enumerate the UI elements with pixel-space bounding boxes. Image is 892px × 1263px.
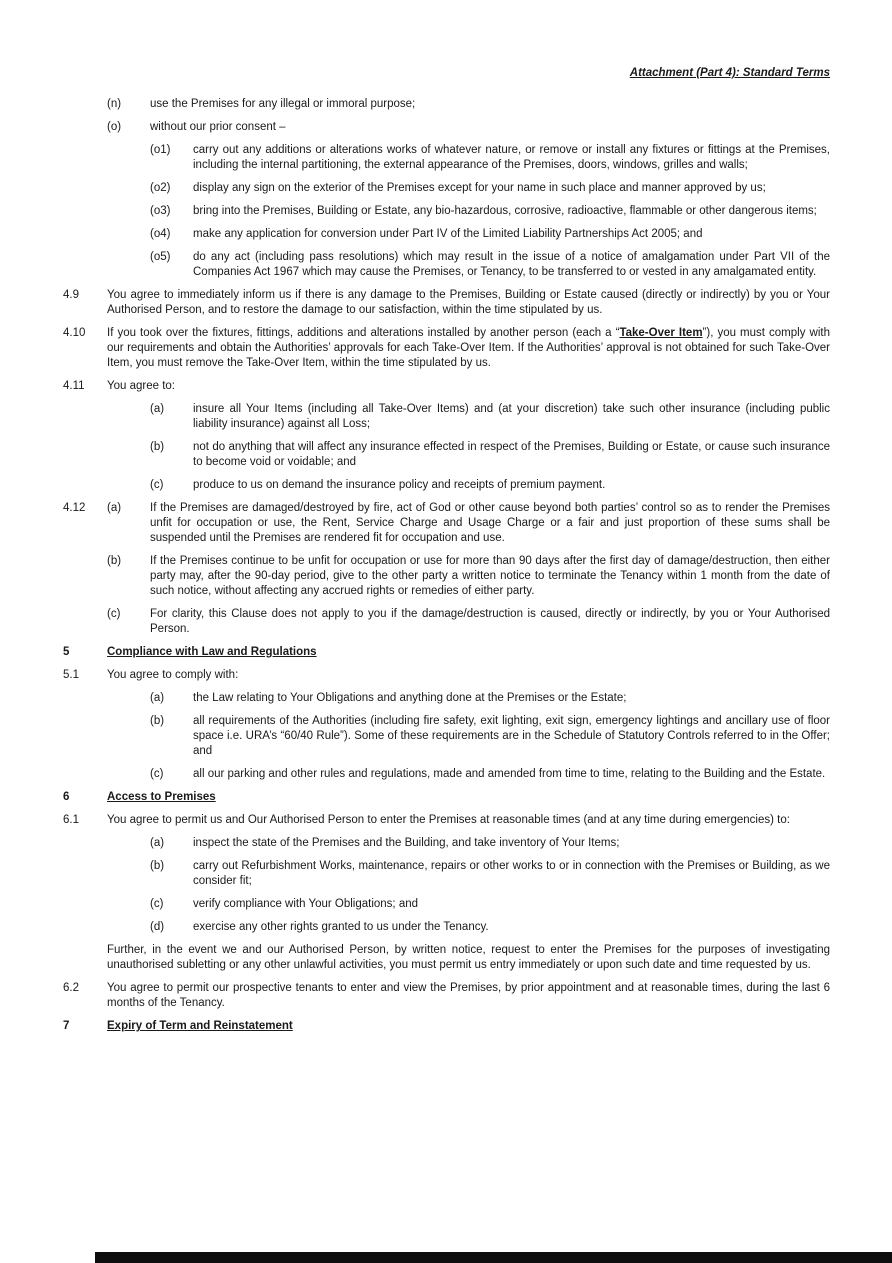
subitem-text: make any application for conversion under Part IV of the Limited Liability Partnerships Act 2005; and	[193, 228, 703, 240]
subitem-label: (b)	[107, 555, 122, 567]
subitem-text: carry out any additions or alterations works of whatever nature, or remove or install any fixtures or fittings at the Premises, including the internal partitioning, the external appearance of the Premises, doors, windows, grilles and walls;	[193, 144, 830, 171]
clause-text-before: If you took over the fixtures, fittings, additions and alterations installed by another person (each a “	[107, 327, 620, 339]
subitem-label: (b)	[150, 715, 165, 727]
subitem-text: produce to us on demand the insurance policy and receipts of premium payment.	[193, 479, 606, 491]
clause-number: 6.2	[63, 982, 79, 994]
section-number: 6	[63, 791, 70, 803]
subitem-text: without our prior consent –	[150, 121, 286, 133]
subitem-label: (a)	[150, 403, 165, 415]
clause-6-2	[63, 981, 830, 1011]
clause-4-12-item-b	[63, 554, 830, 599]
clause-6-1	[63, 813, 830, 828]
clause-4-12-item-a	[63, 501, 830, 546]
subitem-text: all requirements of the Authorities (including fire safety, exit lighting, exit sign, emergency lightings and ancillary use of floor space i.e. URA’s “60/40 Rule”). Some of these requirements are in the Schedule of Statutory Controls referred to in the Offer; and	[193, 715, 830, 757]
subitem-text: the Law relating to Your Obligations and anything done at the Premises or the Estate;	[193, 692, 627, 704]
clause-subitem-o4	[63, 227, 830, 242]
clause-subitem-o1	[63, 143, 830, 173]
subitem-label: (o4)	[150, 228, 171, 240]
subitem-label: (a)	[107, 502, 122, 514]
clause-4-10	[63, 326, 830, 371]
subitem-label: (o3)	[150, 205, 171, 217]
subitem-label: (b)	[150, 860, 165, 872]
subitem-text: all our parking and other rules and regulations, made and amended from time to time, relating to the Building and the Estate.	[193, 768, 826, 780]
footer-scan-bar	[95, 1252, 892, 1263]
defined-term: Take-Over Item	[619, 327, 703, 339]
subitem-label: (o1)	[150, 144, 171, 156]
subitem-label: (o)	[107, 121, 122, 133]
clause-subitem-o5	[63, 250, 830, 280]
clause-4-12-item-c	[63, 607, 830, 637]
section-number: 5	[63, 646, 70, 658]
subitem-text: inspect the state of the Premises and the Building, and take inventory of Your Items;	[193, 837, 620, 849]
clause-number: 4.11	[63, 380, 85, 392]
clause-5-1	[63, 668, 830, 683]
subitem-label: (a)	[150, 692, 165, 704]
clause-number: 4.9	[63, 289, 79, 301]
subitem-text: display any sign on the exterior of the Premises except for your name in such place and manner approved by us;	[193, 182, 766, 194]
subitem-label: (c)	[150, 898, 164, 910]
section-title: Access to Premises	[107, 791, 216, 803]
clause-number: 4.12	[63, 502, 86, 514]
subitem-text: insure all Your Items (including all Take-Over Items) and (at your discretion) take such other insurance (including public liability insurance) against all Loss;	[193, 403, 830, 430]
clause-4-11-item-c	[63, 478, 830, 493]
section-6-heading	[63, 790, 830, 805]
section-title: Expiry of Term and Reinstatement	[107, 1020, 293, 1032]
clause-6-1-item-d	[63, 920, 830, 935]
subitem-label: (b)	[150, 441, 165, 453]
clause-text: You agree to permit our prospective tenants to enter and view the Premises, by prior appointment and at reasonable times, during the last 6 months of the Tenancy.	[107, 982, 830, 1009]
clause-4-11	[63, 379, 830, 394]
subitem-label: (n)	[107, 98, 122, 110]
subitem-label: (o5)	[150, 251, 171, 263]
clause-5-1-item-a	[63, 691, 830, 706]
clause-4-11-item-b	[63, 440, 830, 470]
clause-6-1-continuation	[63, 943, 830, 973]
clause-5-1-item-b	[63, 714, 830, 759]
clause-text	[107, 326, 830, 371]
clause-subitem-o	[63, 120, 830, 135]
subitem-label: (d)	[150, 921, 165, 933]
subitem-label: (c)	[150, 768, 164, 780]
clause-text: You agree to immediately inform us if there is any damage to the Premises, Building or Estate caused (directly or indirectly) by you or Your Authorised Person, and to restore the damage to our satisfaction, within the time stipulated by us.	[107, 289, 830, 316]
subitem-text: For clarity, this Clause does not apply to you if the damage/destruction is caused, directly or indirectly, by you or Your Authorised Person.	[150, 608, 830, 635]
page-header	[63, 66, 830, 81]
clause-text: You agree to permit us and Our Authorised Person to enter the Premises at reasonable times (and at any time during emergencies) to:	[107, 814, 790, 826]
page-header-title: Attachment (Part 4): Standard Terms	[629, 67, 830, 79]
subitem-label: (a)	[150, 837, 165, 849]
subitem-text: bring into the Premises, Building or Estate, any bio-hazardous, corrosive, radioactive, flammable or other dangerous items;	[193, 205, 817, 217]
subitem-label: (o2)	[150, 182, 171, 194]
section-number: 7	[63, 1020, 70, 1032]
clause-subitem-o3	[63, 204, 830, 219]
clause-subitem-o2	[63, 181, 830, 196]
clause-number: 6.1	[63, 814, 79, 826]
subitem-text: If the Premises continue to be unfit for occupation or use for more than 90 days after the first day of damage/destruction, then either party may, after the 90-day period, give to the other party a written notice to terminate the Tenancy within 1 month from the date of such notice, without affecting any accrued rights or remedies of either party.	[150, 555, 830, 597]
clause-6-1-item-b	[63, 859, 830, 889]
clause-text: You agree to:	[107, 380, 175, 392]
section-title: Compliance with Law and Regulations	[107, 646, 317, 658]
subitem-text: do any act (including pass resolutions) which may result in the issue of a notice of amalgamation under Part VII of the Companies Act 1967 which may cause the Premises, or Tenancy, to be transferred to or vested in any amalgamated entity.	[193, 251, 830, 278]
subitem-text: exercise any other rights granted to us under the Tenancy.	[193, 921, 489, 933]
clause-6-1-item-a	[63, 836, 830, 851]
clause-4-9	[63, 288, 830, 318]
subitem-text: verify compliance with Your Obligations; and	[193, 898, 419, 910]
clause-text: You agree to comply with:	[107, 669, 239, 681]
clause-number: 5.1	[63, 669, 79, 681]
subitem-label: (c)	[150, 479, 164, 491]
clause-text: Further, in the event we and our Authorised Person, by written notice, request to enter the Premises for the purposes of investigating unauthorised subletting or any other unlawful activities, you must permit us entry immediately or upon such date and time requested by us.	[107, 944, 830, 971]
clause-4-11-item-a	[63, 402, 830, 432]
subitem-text: not do anything that will affect any insurance effected in respect of the Premises, Building or Estate, or cause such insurance to become void or voidable; and	[193, 441, 830, 468]
clause-6-1-item-c	[63, 897, 830, 912]
subitem-label: (c)	[107, 608, 121, 620]
clause-text-after: ”), you must comply with our requirements and obtain the Authorities’ approvals for each Take-Over Item. If the Authorities’ approval is not obtained for such Take-Over Item, you must remove the Take-Over Item, within the time stipulated by us.	[107, 327, 830, 369]
section-7-heading	[63, 1019, 830, 1034]
subitem-text: If the Premises are damaged/destroyed by fire, act of God or other cause beyond both parties’ control so as to render the Premises unfit for occupation or use, the Rent, Service Charge and Usage Charge or a fair and just proportion of these sums shall be suspended until the Premises are rendered fit for occupation and use.	[150, 502, 830, 544]
clause-subitem-n	[63, 97, 830, 112]
subitem-text: carry out Refurbishment Works, maintenance, repairs or other works to or in connection with the Premises or Building, as we consider fit;	[193, 860, 830, 887]
subitem-text: use the Premises for any illegal or immoral purpose;	[150, 98, 416, 110]
clause-5-1-item-c	[63, 767, 830, 782]
section-5-heading	[63, 645, 830, 660]
clause-number: 4.10	[63, 327, 86, 339]
